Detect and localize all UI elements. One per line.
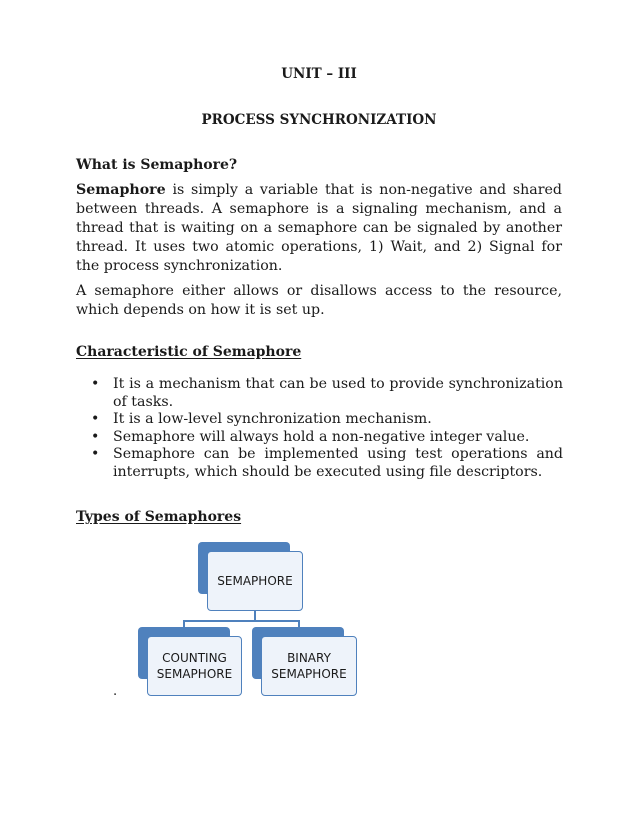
list-item <box>76 411 563 429</box>
bullet-icon: • <box>91 411 100 427</box>
what-is-semaphore-heading: What is Semaphore? <box>76 157 238 173</box>
characteristics-list <box>76 376 563 481</box>
binary-semaphore-box: BINARY SEMAPHORE <box>261 636 357 696</box>
list-item <box>76 376 563 411</box>
bullet-icon: • <box>91 376 100 392</box>
bullet-icon: • <box>91 428 100 445</box>
semaphore-term: Semaphore <box>76 182 166 198</box>
types-heading: Types of Semaphores <box>76 509 242 525</box>
bullet-icon: • <box>91 446 100 462</box>
counting-semaphore-box: COUNTING SEMAPHORE <box>147 636 242 696</box>
list-item <box>76 429 563 447</box>
list-item-text: It is a mechanism that can be used to provide synchronization of tasks. <box>113 376 563 410</box>
characteristics-heading: Characteristic of Semaphore <box>76 344 302 360</box>
list-item <box>76 446 563 481</box>
root-box: SEMAPHORE <box>207 551 303 611</box>
trailing-period: . <box>113 684 118 699</box>
list-item-text: Semaphore will always hold a non-negative integer value. <box>113 428 530 445</box>
unit-title: UNIT – III <box>281 66 357 82</box>
list-item-text: Semaphore can be implemented using test operations and interrupts, which should be executed using file descriptors. <box>113 446 563 480</box>
list-item-text: It is a low-level synchronization mechanism. <box>113 411 432 427</box>
connector-line <box>183 620 299 622</box>
semaphore-definition-text: is simply a variable that is non-negative and shared between threads. A semaphore is a signaling mechanism, and a thread that is waiting on a semaphore can be signaled by another thread. It uses two atomic operations, 1) Wait, and 2) Signal for the process synchronization. <box>76 182 562 274</box>
semaphore-types-diagram <box>135 542 365 702</box>
semaphore-access-paragraph: A semaphore either allows or disallows access to the resource, which depends on how it is set up. <box>76 283 562 318</box>
semaphore-definition-paragraph <box>76 181 562 276</box>
chapter-title: PROCESS SYNCHRONIZATION <box>201 112 437 128</box>
